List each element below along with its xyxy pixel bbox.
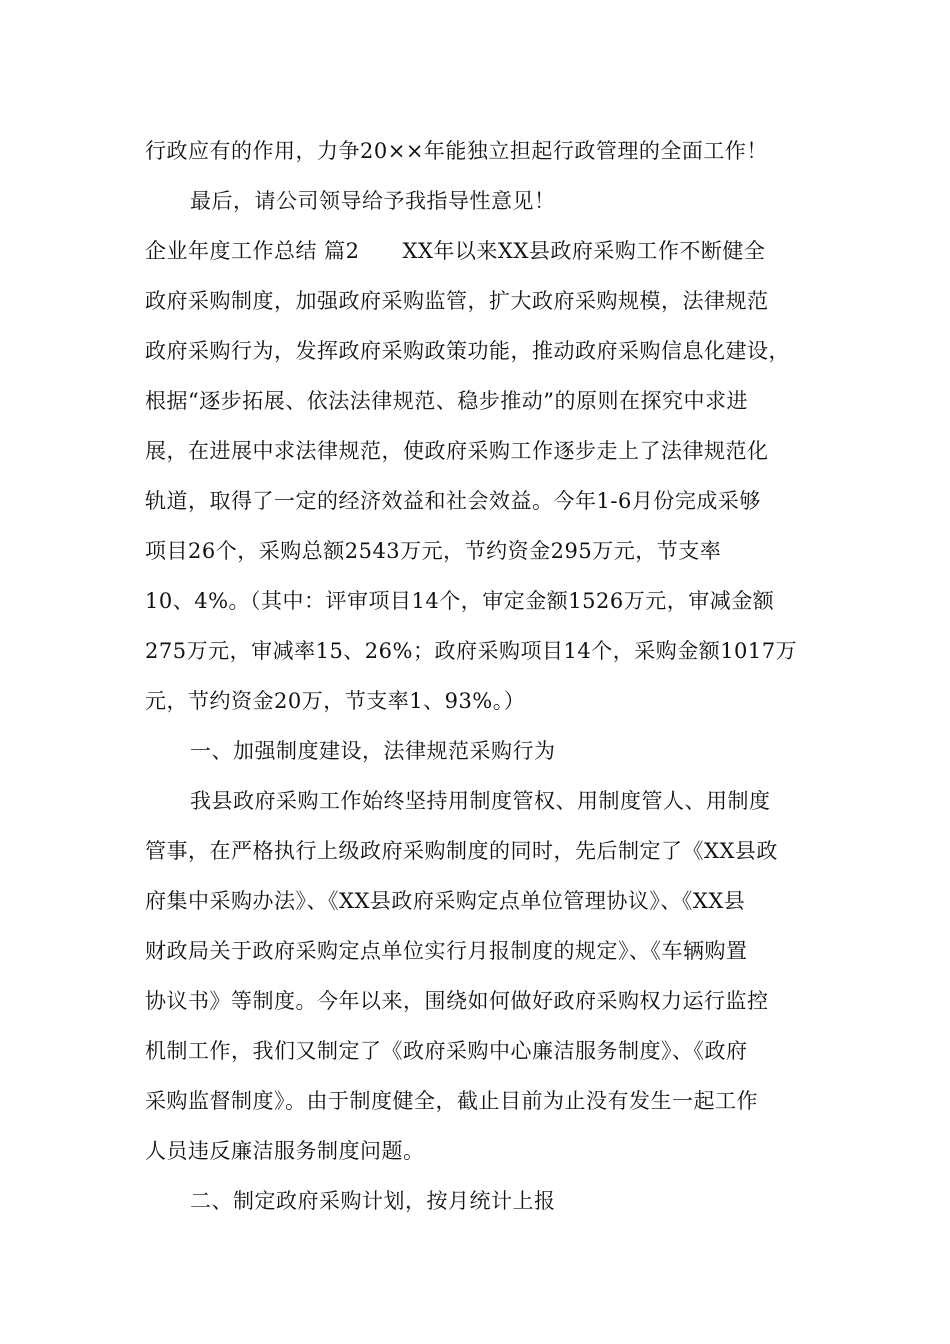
text-line: 机制工作，我们又制定了《政府采购中心廉洁服务制度》、《政府 (145, 1039, 748, 1063)
text-line: 10、4%。（其中：评审项目14个，审定金额1526万元，审减金额 (145, 589, 775, 613)
text-line: 管事，在严格执行上级政府采购制度的同时，先后制定了《XX县政 (145, 839, 778, 863)
heading-line: 二、制定政府采购计划，按月统计上报 (190, 1189, 556, 1213)
text-line: 协议书》等制度。今年以来，围绕如何做好政府采购权力运行监控 (145, 989, 769, 1013)
text-line: 政府采购制度，加强政府采购监管，扩大政府采购规模，法律规范 (145, 289, 769, 313)
section-title-line: 企业年度工作总结 篇2 XX年以来XX县政府采购工作不断健全 (145, 239, 766, 263)
text-line: 财政局关于政府采购定点单位实行月报制度的规定》、《车辆购置 (145, 939, 748, 963)
text-line: 项目26个，采购总额2543万元，节约资金295万元，节支率 (145, 539, 722, 563)
text-line: 我县政府采购工作始终坚持用制度管权、用制度管人、用制度 (190, 789, 771, 813)
text-line: 府集中采购办法》、《XX县政府采购定点单位管理协议》、《XX县 (145, 889, 746, 913)
text-line: 行政应有的作用，力争20××年能独立担起行政管理的全面工作！ (145, 139, 768, 163)
text-line: 根据“逐步拓展、依法法律规范、稳步推动”的原则在探究中求进 (145, 389, 748, 413)
text-line: 轨道，取得了一定的经济效益和社会效益。今年1-6月份完成采够 (145, 489, 761, 513)
text-line: 275万元，审减率15、26%；政府采购项目14个，采购金额1017万 (145, 639, 798, 663)
heading-line: 一、加强制度建设，法律规范采购行为 (190, 739, 556, 763)
text-line: 最后，请公司领导给予我指导性意见！ (190, 189, 556, 213)
text-line: 人员违反廉洁服务制度问题。 (145, 1139, 425, 1163)
text-line: 元，节约资金20万，节支率1、93%。） (145, 689, 526, 713)
text-line: 政府采购行为，发挥政府采购政策功能，推动政府采购信息化建设， (145, 339, 790, 363)
text-line: 展，在进展中求法律规范，使政府采购工作逐步走上了法律规范化 (145, 439, 769, 463)
text-line: 采购监督制度》。由于制度健全，截止目前为止没有发生一起工作 (145, 1089, 758, 1113)
